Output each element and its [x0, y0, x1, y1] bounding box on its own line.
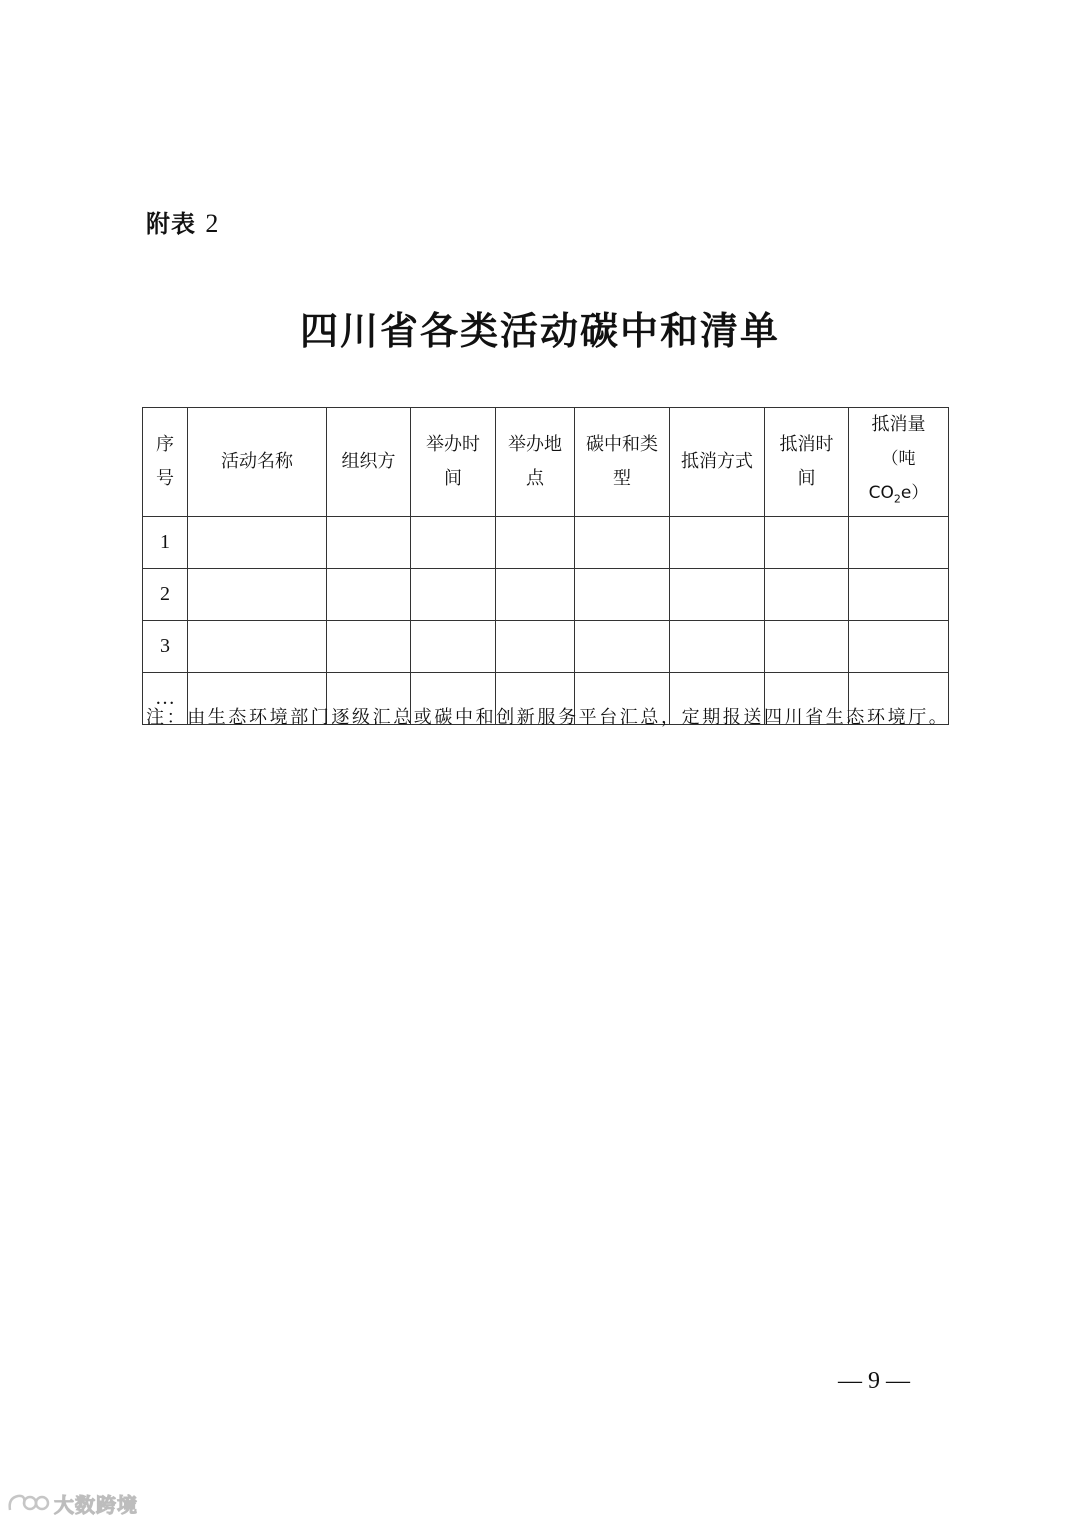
table-cell — [188, 569, 327, 621]
table-cell — [670, 517, 765, 569]
attachment-label-text: 附表 — [146, 210, 196, 238]
unit-prefix: （吨 CO — [868, 449, 916, 503]
table-header-row — [143, 408, 949, 517]
table-cell — [849, 621, 949, 673]
header-seq-line2: 号 — [156, 468, 174, 490]
table-cell — [327, 621, 411, 673]
table-cell — [411, 517, 496, 569]
header-seq — [143, 408, 188, 517]
table-cell — [496, 569, 575, 621]
header-activity-name-text: 活动名称 — [221, 451, 293, 473]
table-cell — [496, 621, 575, 673]
header-neutrality-type-line2: 型 — [613, 468, 631, 490]
header-event-time-line1: 举办时 — [426, 434, 480, 456]
table-cell — [765, 569, 849, 621]
attachment-number: 2 — [205, 209, 220, 238]
header-offset-time-line2: 间 — [797, 468, 816, 490]
activity-inventory-table — [142, 407, 949, 725]
header-event-location-line1: 举办地 — [508, 434, 562, 456]
table-cell — [575, 517, 670, 569]
table-cell — [575, 621, 670, 673]
header-event-location-line2: 点 — [526, 468, 544, 490]
table-footnote: 注：由生态环境部门逐级汇总或碳中和创新服务平台汇总，定期报送四川省生态环境厅。 — [146, 707, 950, 728]
row-number: … — [143, 673, 188, 725]
table-cell — [670, 621, 765, 673]
header-event-time — [411, 408, 496, 517]
table-cell — [849, 517, 949, 569]
header-offset-amount — [849, 408, 949, 517]
table-cell — [188, 621, 327, 673]
table-cell — [411, 621, 496, 673]
header-event-time-line2: 间 — [444, 468, 462, 490]
header-event-location — [496, 408, 575, 517]
table-cell — [188, 517, 327, 569]
table-cell — [765, 517, 849, 569]
table-cell — [327, 517, 411, 569]
row-number: 2 — [143, 569, 188, 621]
table-cell — [575, 569, 670, 621]
table-cell — [496, 517, 575, 569]
header-offset-amount-line1: 抵消量 — [871, 414, 926, 435]
watermark — [6, 1488, 138, 1518]
table-row — [143, 517, 949, 569]
table-cell — [849, 569, 949, 621]
table-cell — [765, 621, 849, 673]
watermark-text: 大数跨境 — [54, 1492, 138, 1517]
header-offset-method — [670, 408, 765, 517]
header-neutrality-type — [575, 408, 670, 517]
header-seq-line1: 序 — [156, 434, 174, 456]
table-row — [143, 569, 949, 621]
header-offset-method-text: 抵消方式 — [681, 451, 753, 473]
unit-subscript: 2 — [893, 492, 901, 506]
table-cell — [411, 569, 496, 621]
unit-suffix: e） — [900, 483, 929, 503]
logo-icon — [6, 1490, 50, 1516]
document-title: 四川省各类活动碳中和清单 — [299, 308, 780, 353]
page-number-text: — 9 — — [838, 1368, 910, 1394]
header-offset-time-line1: 抵消时 — [779, 434, 834, 456]
header-offset-time — [765, 408, 849, 517]
row-number: 3 — [143, 621, 188, 673]
attachment-label — [146, 204, 219, 239]
table-cell — [670, 569, 765, 621]
header-activity-name — [188, 408, 327, 517]
header-organizer — [327, 408, 411, 517]
header-organizer-text: 组织方 — [341, 451, 396, 473]
header-neutrality-type-line1: 碳中和类 — [586, 434, 658, 456]
row-number: 1 — [143, 517, 188, 569]
header-offset-amount-unit — [868, 449, 929, 506]
table-row — [143, 621, 949, 673]
table-cell — [327, 569, 411, 621]
